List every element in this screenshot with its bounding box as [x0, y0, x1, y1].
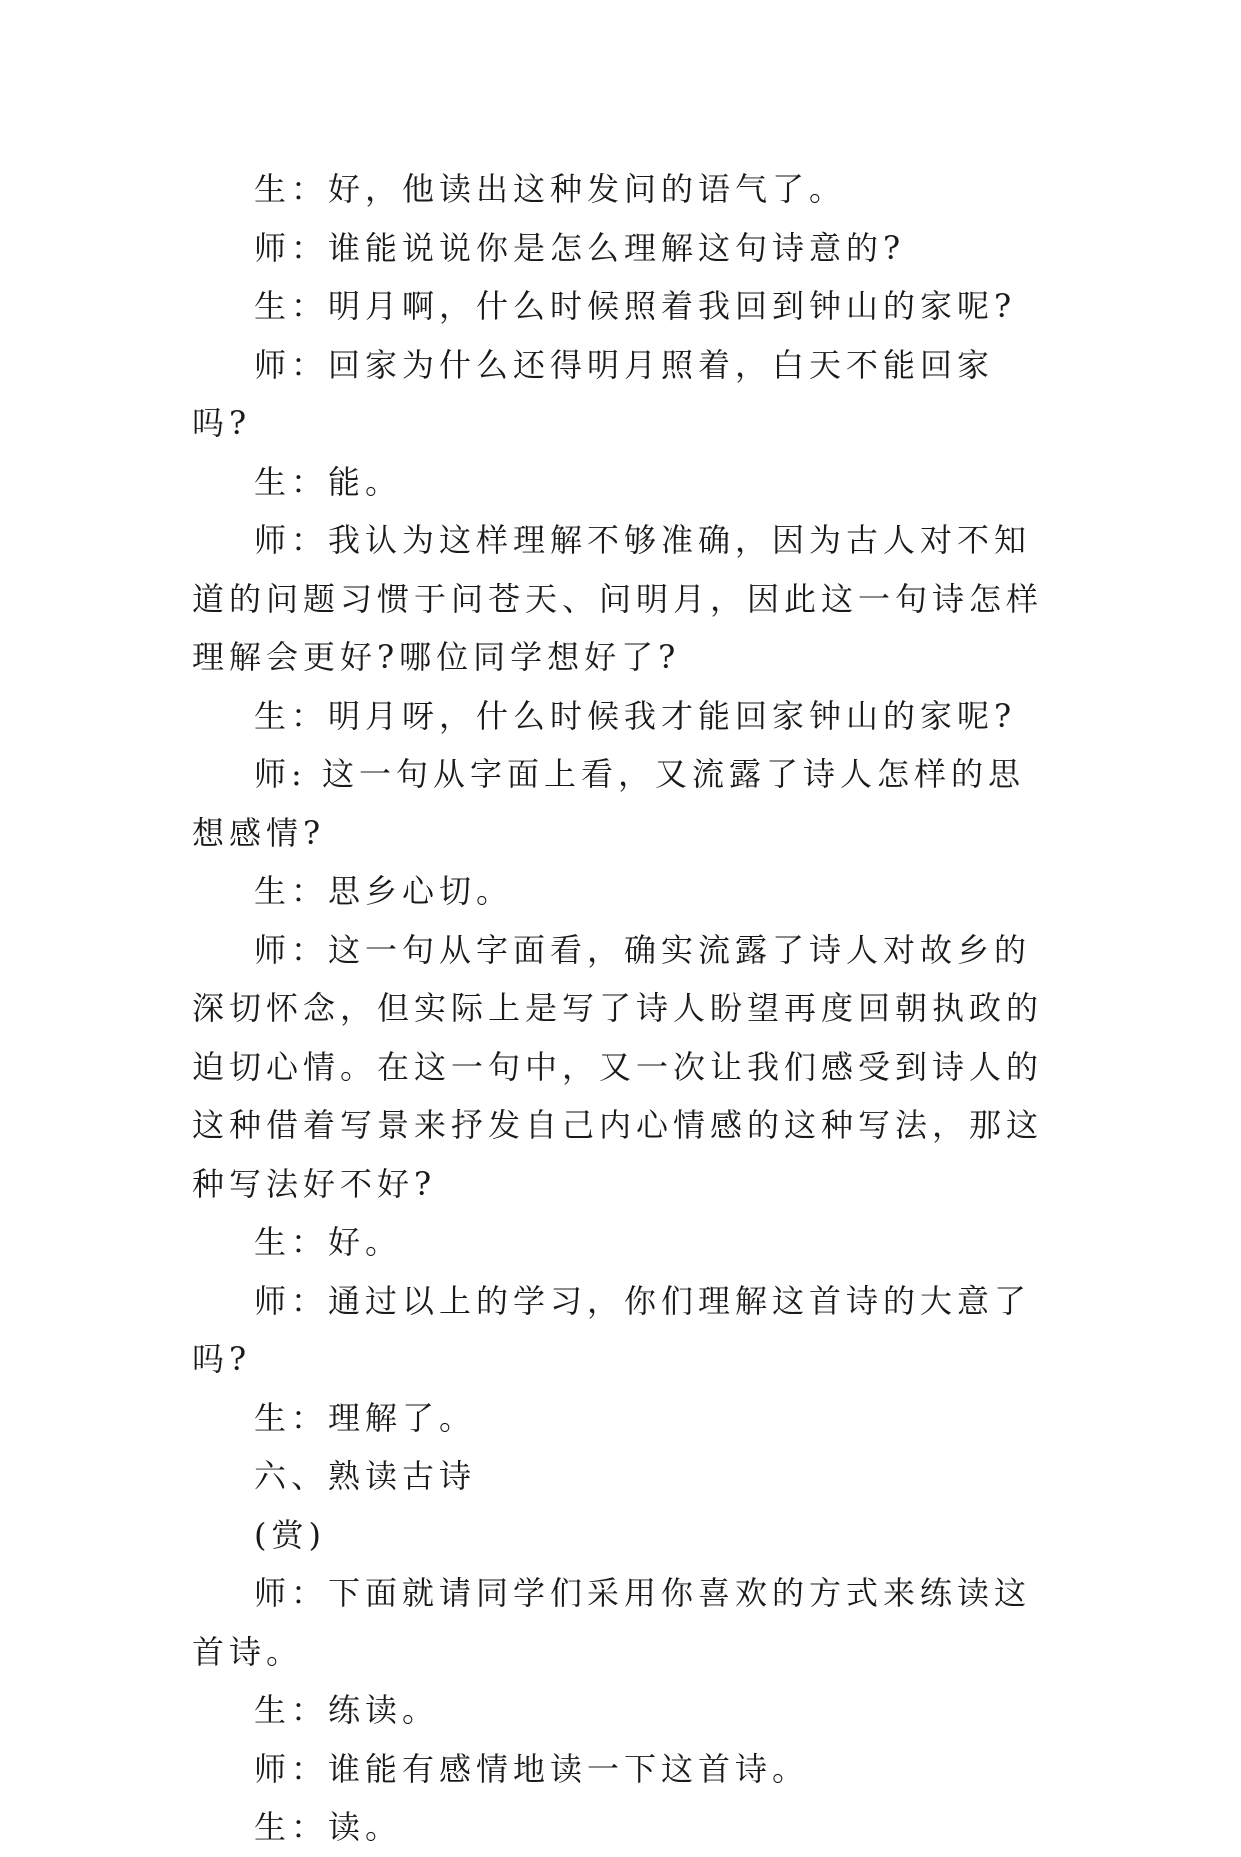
dialogue-line: 师：我认为这样理解不够准确，因为古人对不知道的问题习惯于问苍天、问明月，因此这一句诗怎样理解会更好?哪位同学想好了? — [192, 521, 1044, 676]
dialogue-line: 师：通过以上的学习，你们理解这首诗的大意了吗? — [192, 1281, 1032, 1378]
dialogue-line: 生：明月啊，什么时候照着我回到钟山的家呢? — [254, 287, 1017, 325]
dialogue-line: 师：这一句从字面看，确实流露了诗人对故乡的深切怀念，但实际上是写了诗人盼望再度回朝执政的迫切心情。在这一句中，又一次让我们感受到诗人的这种借着写景来抒发自己内心情感的这种写法，那这种写法好不好? — [192, 930, 1044, 1203]
dialogue-line: 生：明月呀，什么时候我才能回家钟山的家呢? — [254, 696, 1017, 735]
section-note: (赏) — [254, 1515, 326, 1554]
dialogue-line: 师：下面就请同学们采用你喜欢的方式来练读这首诗。 — [192, 1574, 1032, 1671]
dialogue-line: 师：谁能有感情地读一下这首诗。 — [254, 1749, 810, 1788]
dialogue-line: 生：思乡心切。 — [254, 872, 514, 910]
dialogue-line: 师: 这一句从字面上看，又流露了诗人怎样的思想感情? — [192, 755, 1025, 852]
dialogue-line: 生：理解了。 — [254, 1398, 477, 1437]
dialogue-line: 师：回家为什么还得明月照着，白天不能回家吗? — [192, 345, 995, 442]
dialogue-line: 生：能。 — [254, 462, 403, 501]
section-heading: 六、熟读古诗 — [254, 1457, 477, 1495]
dialogue-line: 生：练读。 — [254, 1691, 440, 1729]
dialogue-line: 师：谁能说说你是怎么理解这句诗意的? — [254, 228, 906, 267]
dialogue-line: 生：好。 — [254, 1223, 403, 1261]
document-page — [192, 160, 1052, 1857]
dialogue-line: 生：好，他读出这种发问的语气了。 — [254, 170, 847, 208]
dialogue-line: 生：读。 — [254, 1808, 403, 1846]
